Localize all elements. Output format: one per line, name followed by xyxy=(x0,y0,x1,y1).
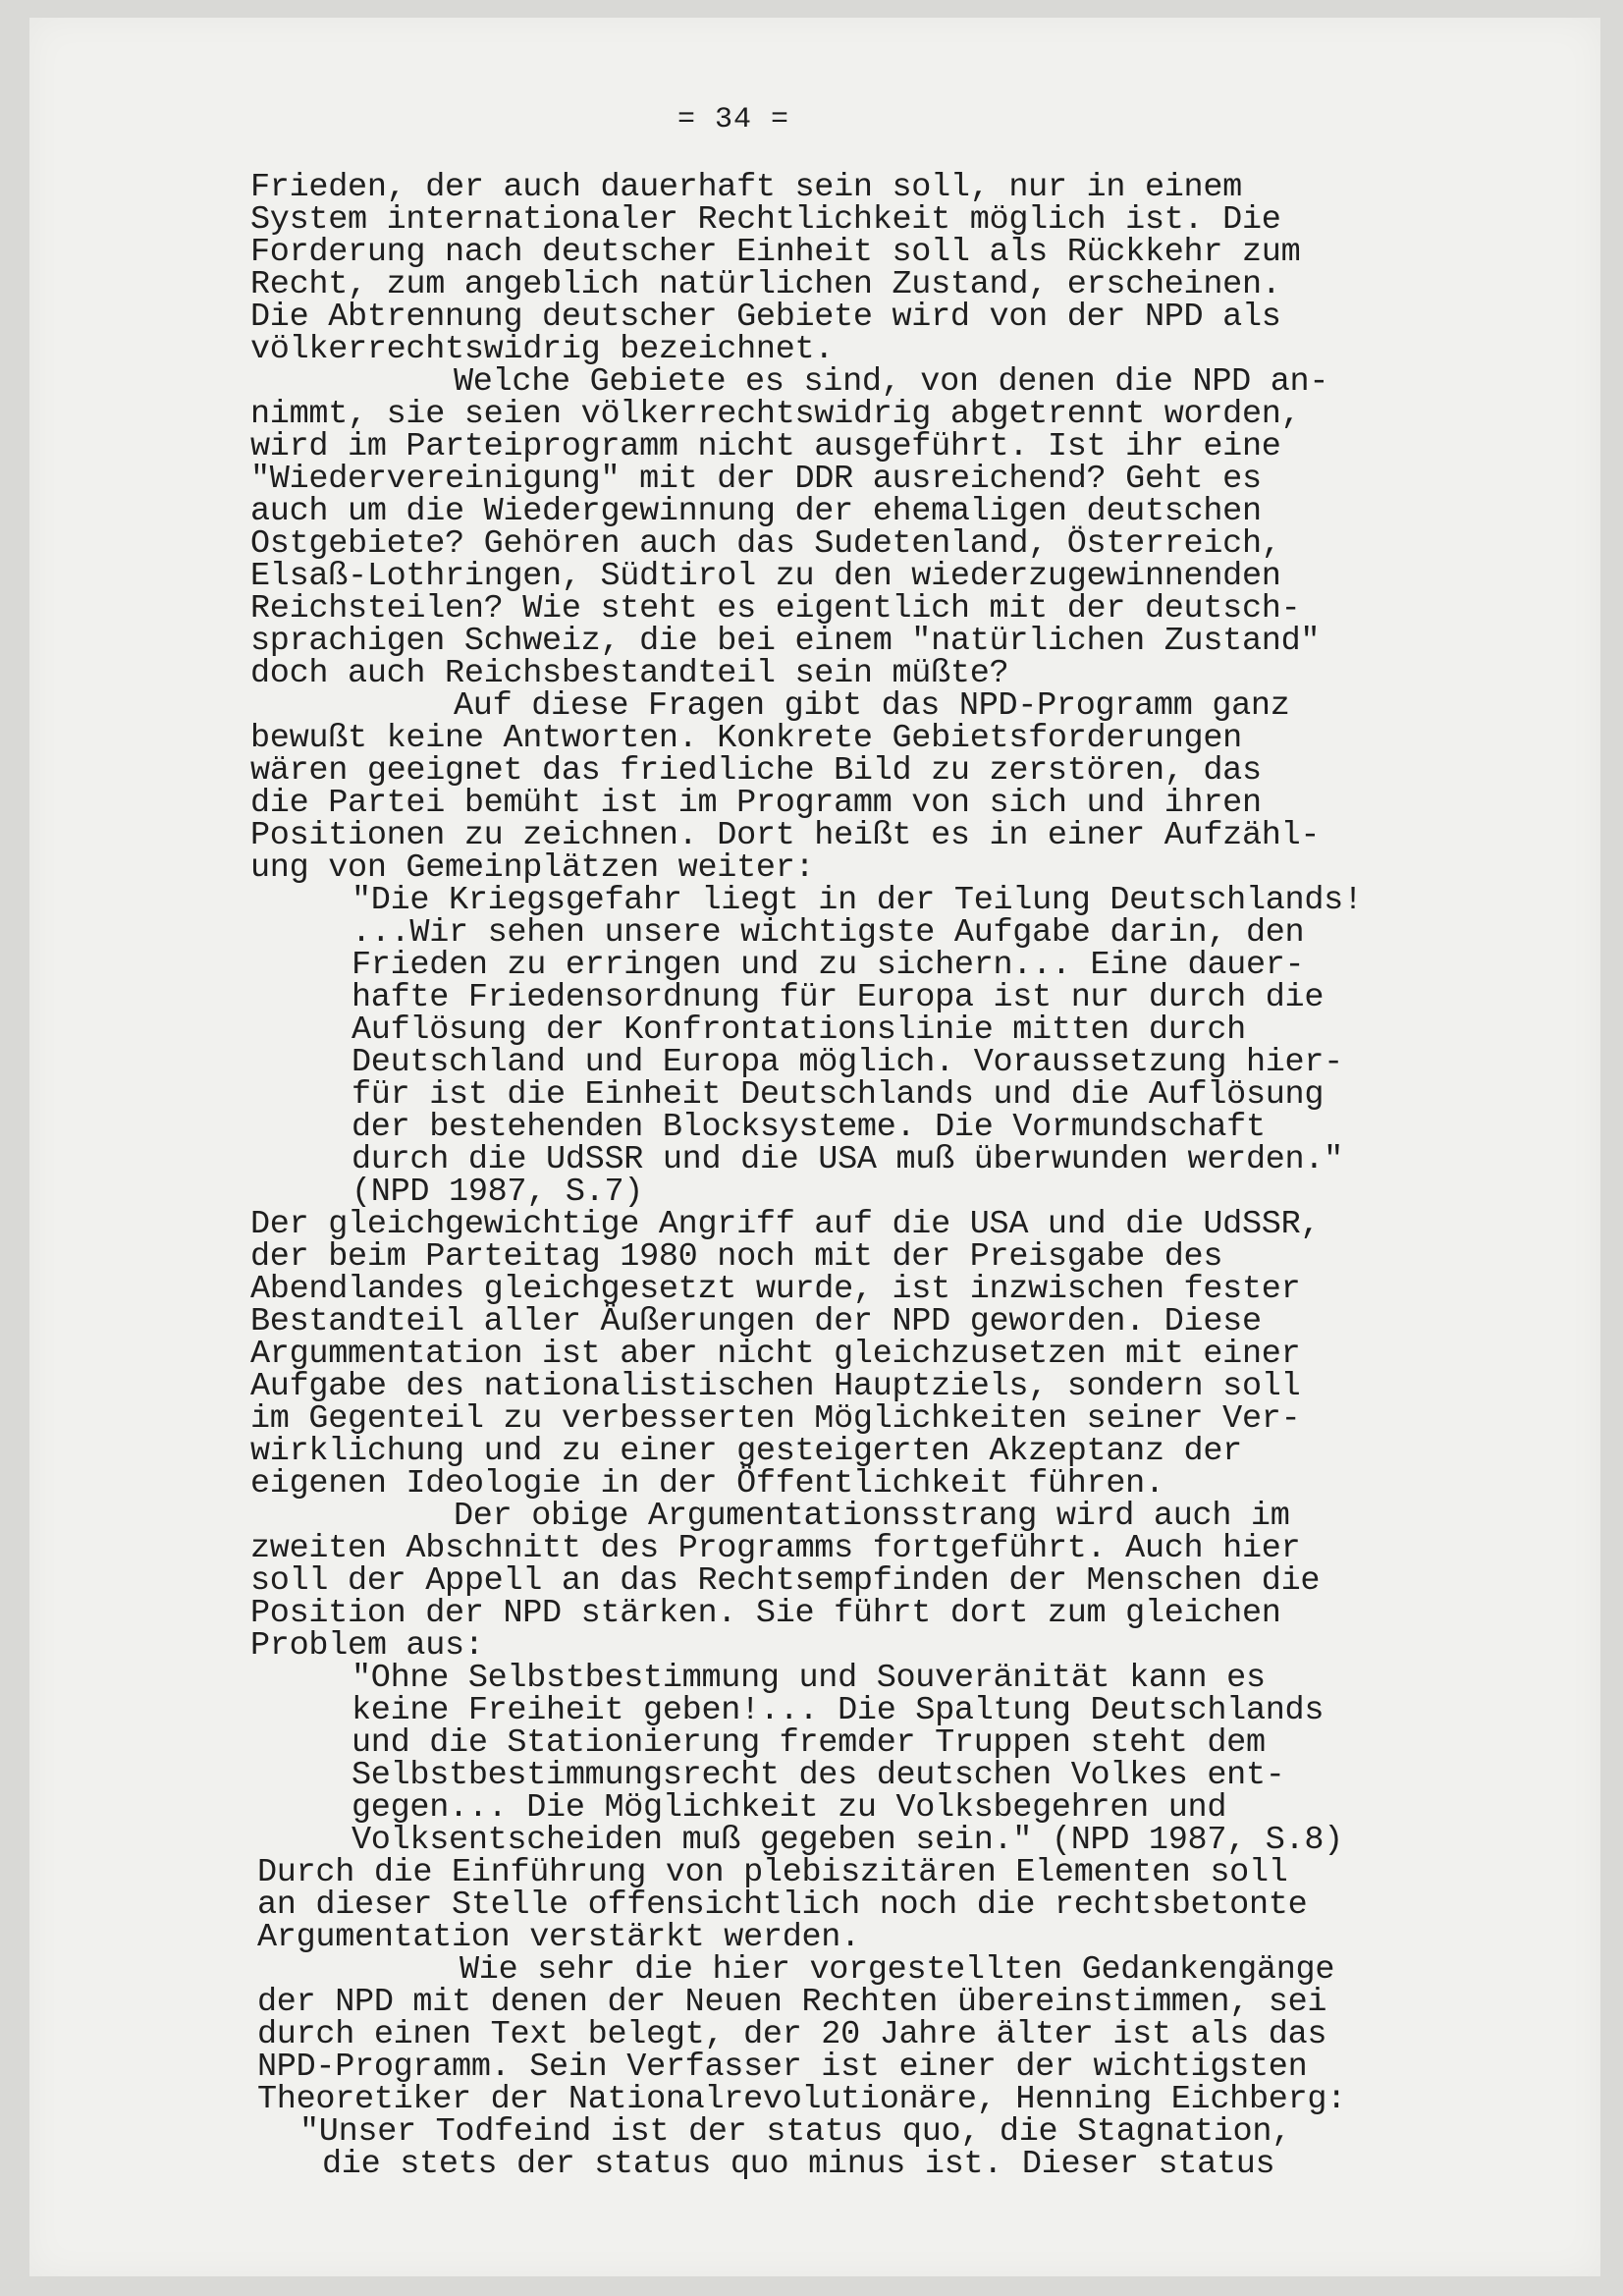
quote-line: Selbstbestimmungsrecht des deutschen Volkes ent- xyxy=(352,1757,1285,1794)
text-line: zweiten Abschnitt des Programms fortgeführt. Auch hier xyxy=(250,1530,1301,1567)
text-line: Abendlandes gleichgesetzt wurde, ist inzwischen fester xyxy=(250,1271,1301,1308)
text-line: an dieser Stelle offensichtlich noch die rechtsbetonte xyxy=(257,1886,1308,1924)
text-line: Ostgebiete? Gehören auch das Sudetenland, Österreich, xyxy=(250,525,1281,563)
quote-line: und die Stationierung fremder Truppen steht dem xyxy=(352,1724,1266,1762)
text-line: Der obige Argumentationsstrang wird auch im xyxy=(454,1498,1290,1535)
quote-line: Auflösung der Konfrontationslinie mitten durch xyxy=(352,1011,1246,1049)
quote-line: "Ohne Selbstbestimmung und Souveränität kann es xyxy=(352,1660,1266,1697)
citation-line: (NPD 1987, S.7) xyxy=(352,1174,644,1211)
quote-line: "Die Kriegsgefahr liegt in der Teilung Deutschlands! xyxy=(352,882,1363,919)
text-line: wirklichung und zu einer gesteigerten Akzeptanz der xyxy=(250,1433,1242,1470)
text-line: Frieden, der auch dauerhaft sein soll, nur in einem xyxy=(250,169,1242,206)
quote-line: Volksentscheiden muß gegeben sein." (NPD 1987, S.8) xyxy=(352,1822,1343,1859)
quote-line: hafte Friedensordnung für Europa ist nur durch die xyxy=(352,979,1325,1016)
text-line: Wie sehr die hier vorgestellten Gedankengänge xyxy=(460,1951,1335,1989)
text-line: im Gegenteil zu verbesserten Möglichkeiten seiner Ver- xyxy=(250,1400,1301,1438)
quote-line: keine Freiheit geben!... Die Spaltung Deutschlands xyxy=(352,1692,1325,1729)
text-line: System internationaler Rechtlichkeit möglich ist. Die xyxy=(250,201,1281,239)
text-line: Durch die Einführung von plebiszitären Elementen soll xyxy=(257,1854,1288,1891)
text-line: die Partei bemüht ist im Programm von sich und ihren xyxy=(250,785,1262,822)
text-line: bewußt keine Antworten. Konkrete Gebietsforderungen xyxy=(250,720,1242,757)
text-line: Auf diese Fragen gibt das NPD-Programm ganz xyxy=(454,687,1290,725)
text-line: Reichsteilen? Wie steht es eigentlich mit der deutsch- xyxy=(250,590,1301,628)
text-line: Argummentation ist aber nicht gleichzusetzen mit einer xyxy=(250,1336,1301,1373)
text-line: wären geeignet das friedliche Bild zu zerstören, das xyxy=(250,752,1262,790)
text-line: NPD-Programm. Sein Verfasser ist einer der wichtigsten xyxy=(257,2049,1308,2086)
quote-line: Deutschland und Europa möglich. Voraussetzung hier- xyxy=(352,1044,1343,1081)
quote-line: durch die UdSSR und die USA muß überwunden werden." xyxy=(352,1141,1343,1178)
text-line: eigenen Ideologie in der Öffentlichkeit führen. xyxy=(250,1465,1164,1503)
text-line: Der gleichgewichtige Angriff auf die USA und die UdSSR, xyxy=(250,1206,1321,1243)
text-line: der NPD mit denen der Neuen Rechten übereinstimmen, sei xyxy=(257,1984,1327,2021)
text-line: Aufgabe des nationalistischen Hauptziels, sondern soll xyxy=(250,1368,1301,1405)
text-line: durch einen Text belegt, der 20 Jahre älter ist als das xyxy=(257,2016,1327,2053)
text-line: Recht, zum angeblich natürlichen Zustand, erscheinen. xyxy=(250,266,1281,303)
text-line: "Wiedervereinigung" mit der DDR ausreichend? Geht es xyxy=(250,461,1262,498)
text-line: Problem aus: xyxy=(250,1627,484,1665)
page-number: = 34 = xyxy=(677,103,790,137)
text-line: Argumentation verstärkt werden. xyxy=(257,1919,860,1956)
quote-line: Frieden zu erringen und zu sichern... Eine dauer- xyxy=(352,947,1305,984)
text-line: ung von Gemeinplätzen weiter: xyxy=(250,849,815,887)
text-line: Welche Gebiete es sind, von denen die NPD an- xyxy=(454,363,1329,401)
text-line: Elsaß-Lothringen, Südtirol zu den wiederzugewinnenden xyxy=(250,558,1281,595)
text-line: Forderung nach deutscher Einheit soll als Rückkehr zum xyxy=(250,234,1301,271)
text-line: völkerrechtswidrig bezeichnet. xyxy=(250,331,835,368)
text-line: Bestandteil aller Äußerungen der NPD geworden. Diese xyxy=(250,1303,1262,1340)
text-line: Die Abtrennung deutscher Gebiete wird von der NPD als xyxy=(250,299,1281,336)
text-line: auch um die Wiedergewinnung der ehemaligen deutschen xyxy=(250,493,1262,530)
text-line: Position der NPD stärken. Sie führt dort zum gleichen xyxy=(250,1595,1281,1632)
text-line: nimmt, sie seien völkerrechtswidrig abgetrennt worden, xyxy=(250,396,1301,433)
text-line: der beim Parteitag 1980 noch mit der Preisgabe des xyxy=(250,1238,1223,1276)
quote-line: "Unser Todfeind ist der status quo, die Stagnation, xyxy=(299,2113,1291,2151)
text-line: Positionen zu zeichnen. Dort heißt es in einer Aufzähl- xyxy=(250,817,1321,854)
text-line: doch auch Reichsbestandteil sein müßte? xyxy=(250,655,1009,692)
quote-line: gegen... Die Möglichkeit zu Volksbegehren und xyxy=(352,1789,1227,1827)
quote-line: der bestehenden Blocksysteme. Die Vormundschaft xyxy=(352,1109,1266,1146)
text-line: Theoretiker der Nationalrevolutionäre, Henning Eichberg: xyxy=(257,2081,1346,2118)
text-line: wird im Parteiprogramm nicht ausgeführt. Ist ihr eine xyxy=(250,428,1281,465)
quote-line: für ist die Einheit Deutschlands und die Auflösung xyxy=(352,1076,1325,1114)
text-line: soll der Appell an das Rechtsempfinden der Menschen die xyxy=(250,1562,1321,1600)
quote-line: ...Wir sehen unsere wichtigste Aufgabe darin, den xyxy=(352,914,1305,952)
quote-line: die stets der status quo minus ist. Dieser status xyxy=(322,2146,1275,2183)
text-line: sprachigen Schweiz, die bei einem "natürlichen Zustand" xyxy=(250,623,1321,660)
